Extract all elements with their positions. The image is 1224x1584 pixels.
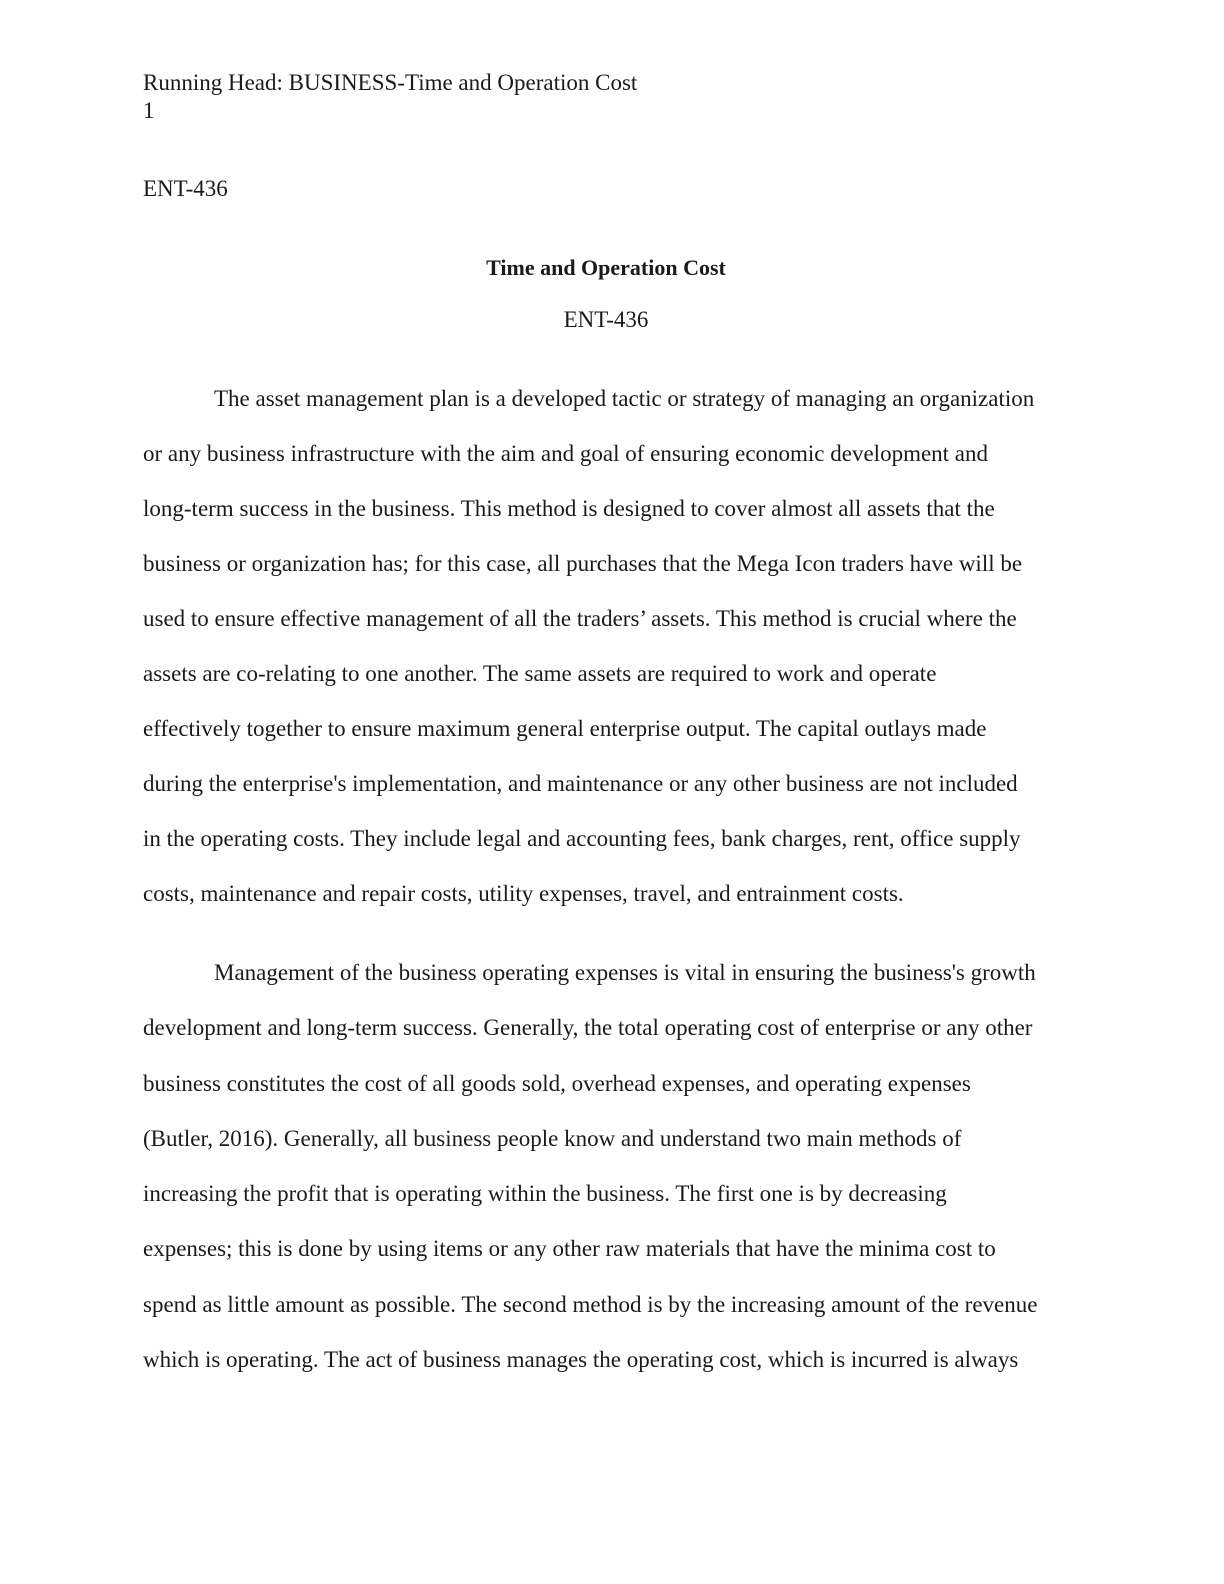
paragraph-line: during the enterprise's implementation, and maintenance or any other business are not included	[143, 771, 1018, 796]
paragraph-line: in the operating costs. They include legal and accounting fees, bank charges, rent, office supply	[143, 826, 1021, 851]
paragraph-line: effectively together to ensure maximum general enterprise output. The capital outlays made	[143, 716, 987, 741]
paragraph-line: or any business infrastructure with the aim and goal of ensuring economic development and	[143, 441, 989, 466]
paragraph-line: which is operating. The act of business manages the operating cost, which is incurred is always	[143, 1347, 1019, 1372]
course-code: ENT-436	[143, 176, 228, 201]
document-title: Time and Operation Cost	[486, 255, 726, 280]
paragraph-line: expenses; this is done by using items or any other raw materials that have the minima cost to	[143, 1236, 996, 1261]
paragraph-line: (Butler, 2016). Generally, all business people know and understand two main methods of	[143, 1126, 962, 1151]
paragraph-line: costs, maintenance and repair costs, utility expenses, travel, and entrainment costs.	[143, 881, 904, 906]
paragraph-line: Management of the business operating expenses is vital in ensuring the business's growth	[214, 960, 1036, 985]
paragraph-line: development and long-term success. Generally, the total operating cost of enterprise or any other	[143, 1015, 1033, 1040]
paragraph-line: The asset management plan is a developed tactic or strategy of managing an organization	[214, 386, 1035, 411]
paragraph-line: business or organization has; for this case, all purchases that the Mega Icon traders have will be	[143, 551, 1023, 576]
running-head: Running Head: BUSINESS-Time and Operation Cost	[143, 70, 638, 95]
course-code-centered: ENT-436	[563, 307, 649, 332]
paragraph-line: spend as little amount as possible. The second method is by the increasing amount of the revenue	[143, 1292, 1038, 1317]
paragraph-line: assets are co-relating to one another. The same assets are required to work and operate	[143, 661, 937, 686]
page-number: 1	[143, 98, 155, 123]
paragraph-line: increasing the profit that is operating within the business. The first one is by decreasing	[143, 1181, 947, 1206]
paragraph-line: business constitutes the cost of all goods sold, overhead expenses, and operating expenses	[143, 1071, 971, 1096]
paragraph-line: long-term success in the business. This method is designed to cover almost all assets that the	[143, 496, 995, 521]
paragraph-line: used to ensure effective management of all the traders’ assets. This method is crucial where the	[143, 606, 1017, 631]
